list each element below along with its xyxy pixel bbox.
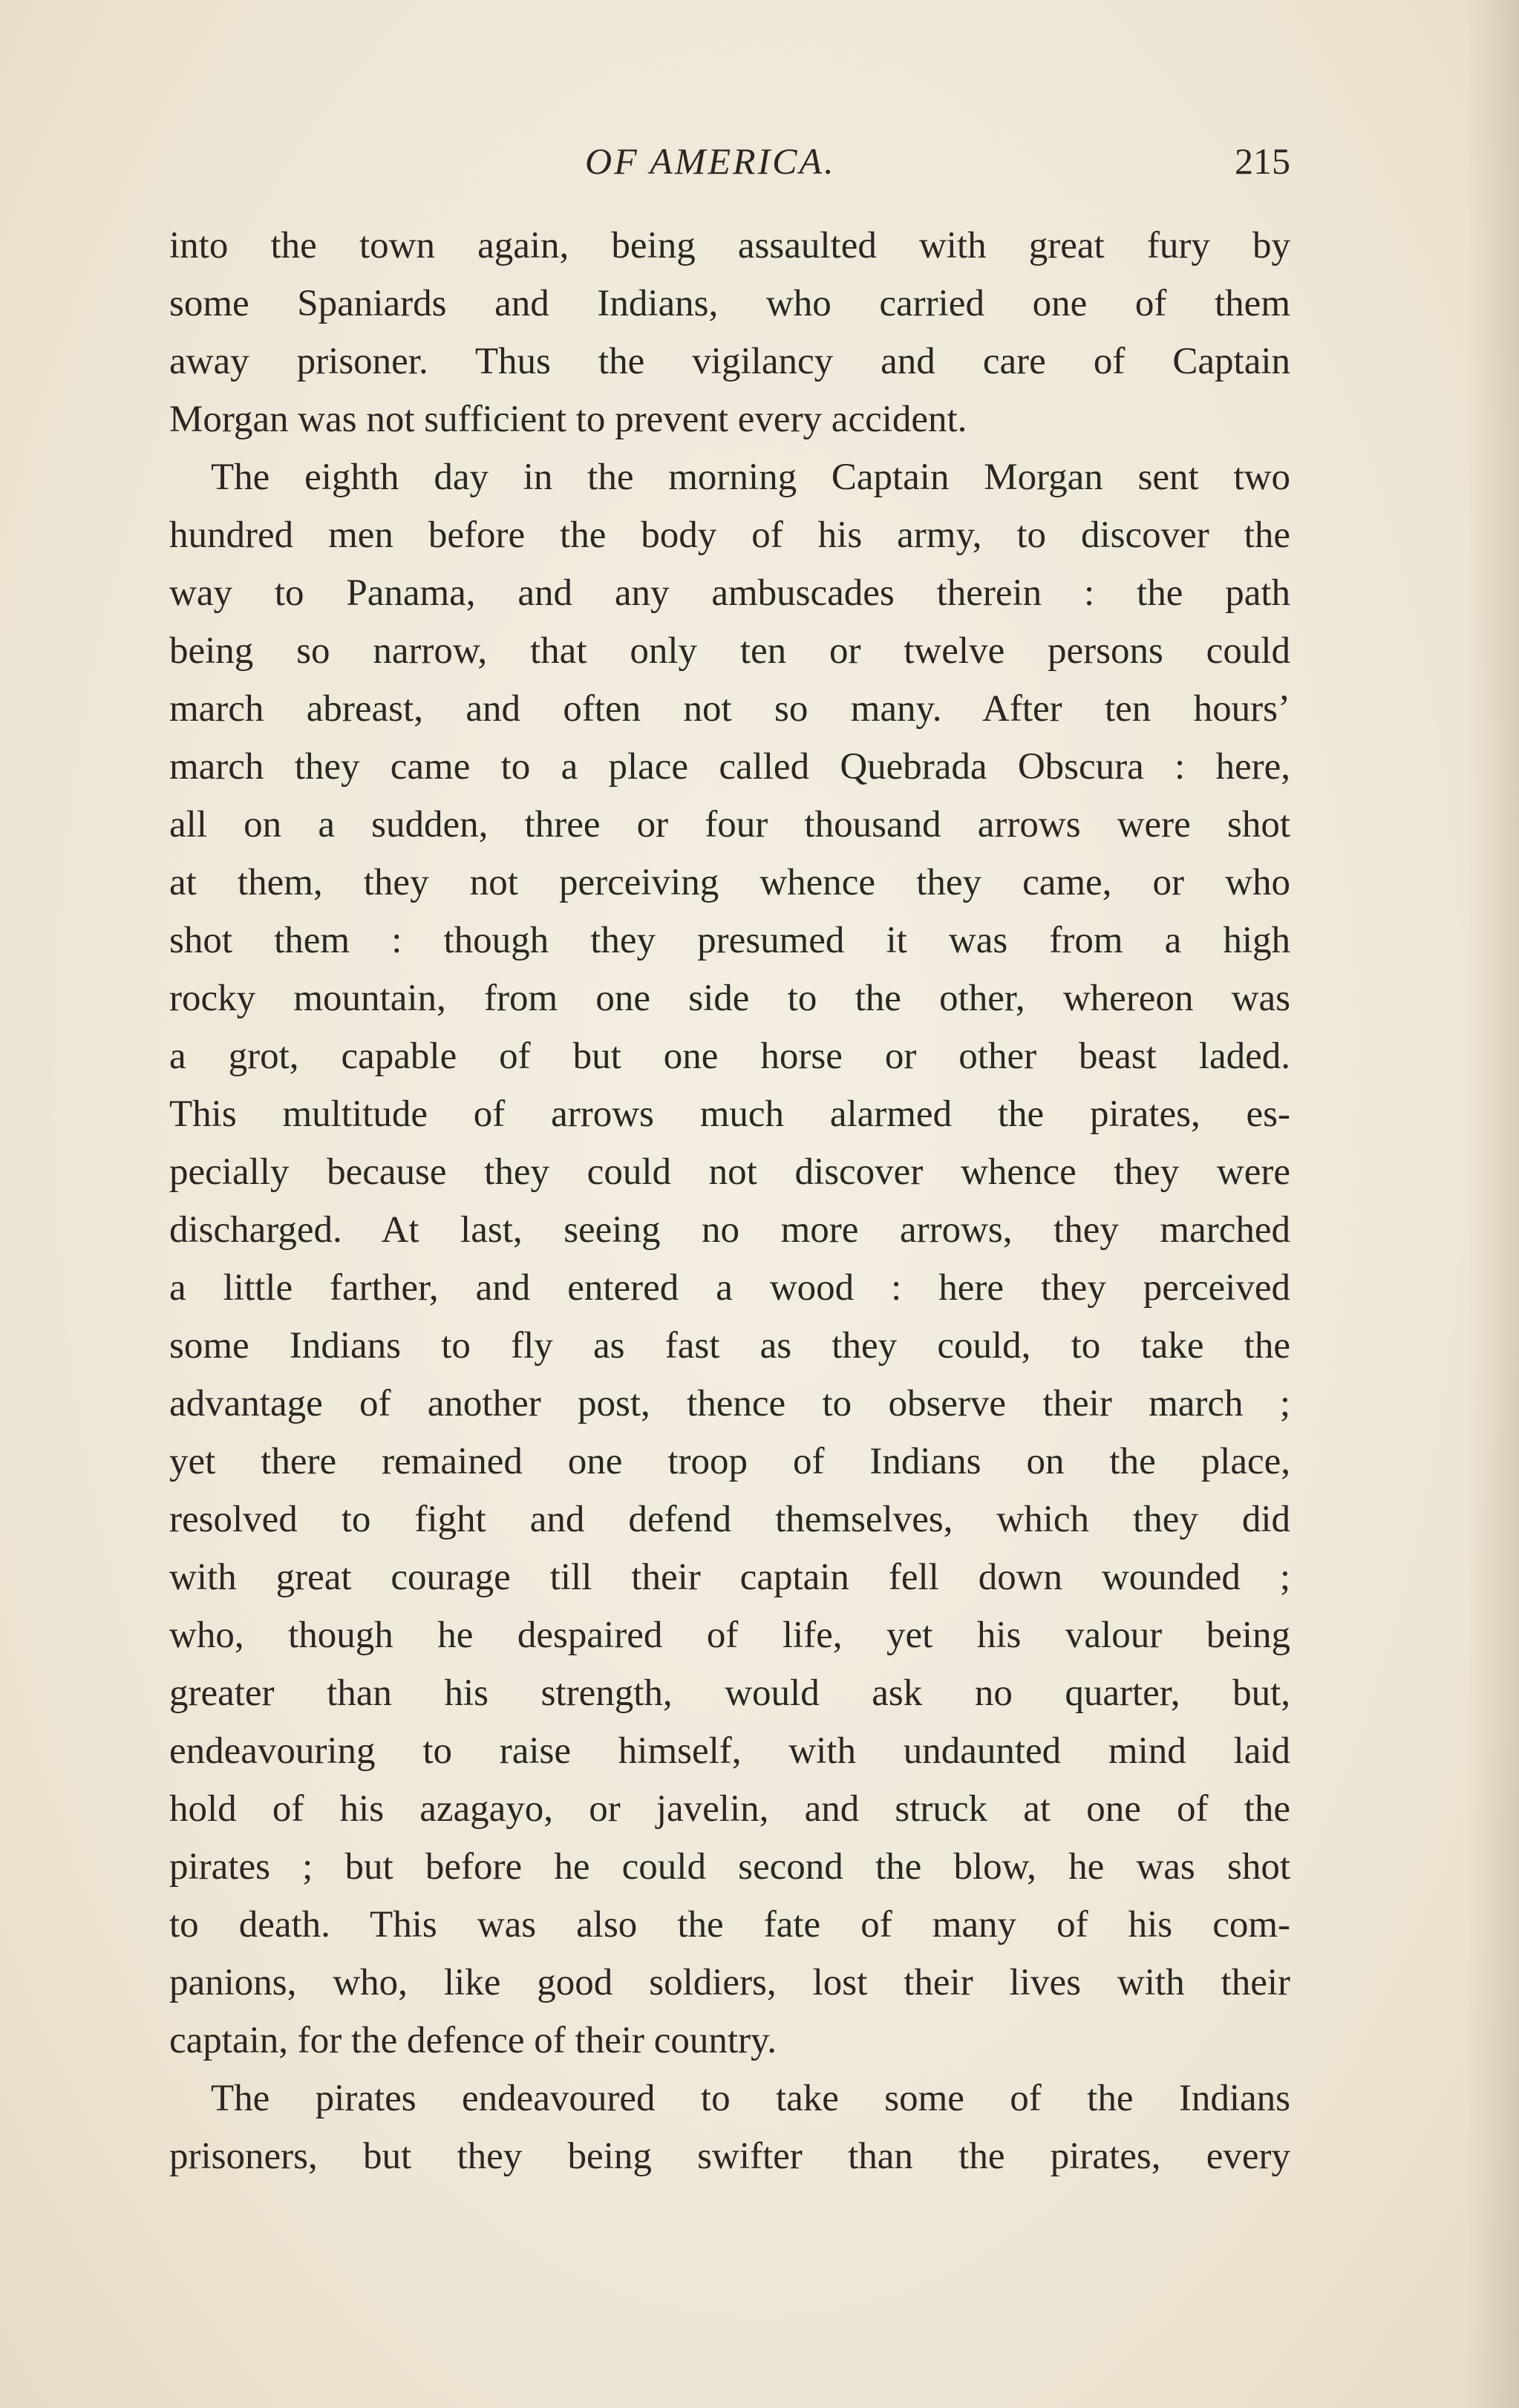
text-line: pirates ; but before he could second the blow, he was shot (169, 1846, 1290, 1888)
text-line: into the town again, being assaulted with great fury by (169, 225, 1290, 266)
text-line: advantage of another post, thence to observe their march ; (169, 1383, 1290, 1424)
text-line: way to Panama, and any ambuscades therein : the path (169, 572, 1290, 614)
text-line: march they came to a place called Quebrada Obscura : here, (169, 746, 1290, 788)
text-line: away prisoner. Thus the vigilancy and care of Captain (169, 341, 1290, 382)
text-line: rocky mountain, from one side to the other, whereon was (169, 978, 1290, 1019)
text-line: prisoners, but they being swifter than the pirates, every (169, 2136, 1290, 2177)
text-line: who, though he despaired of life, yet his valour being (169, 1614, 1290, 1656)
text-line: captain, for the defence of their country. (169, 2020, 777, 2061)
text-line: march abreast, and often not so many. After ten hours’ (169, 688, 1290, 730)
text-line: to death. This was also the fate of many of his com- (169, 1904, 1290, 1946)
text-line: discharged. At last, seeing no more arrows, they marched (169, 1209, 1290, 1251)
text-line: yet there remained one troop of Indians on the place, (169, 1441, 1290, 1482)
text-line: resolved to fight and defend themselves, which they did (169, 1499, 1290, 1540)
text-line: being so narrow, that only ten or twelve persons could (169, 630, 1290, 672)
text-line: Morgan was not sufficient to prevent every accident. (169, 399, 967, 440)
text-line: The pirates endeavoured to take some of the Indians (211, 2078, 1290, 2119)
text-line: with great courage till their captain fell down wounded ; (169, 1557, 1290, 1598)
text-line: some Indians to fly as fast as they could, to take the (169, 1325, 1290, 1367)
page-header (169, 140, 1290, 192)
text-line: The eighth day in the morning Captain Morgan sent two (211, 457, 1290, 498)
text-line: some Spaniards and Indians, who carried one of them (169, 283, 1290, 324)
text-line: a little farther, and entered a wood : here they perceived (169, 1267, 1290, 1309)
text-line: endeavouring to raise himself, with undaunted mind laid (169, 1730, 1290, 1772)
text-line: hold of his azagayo, or javelin, and struck at one of the (169, 1788, 1290, 1830)
text-line: a grot, capable of but one horse or other beast laded. (169, 1035, 1290, 1077)
page-edge-shadow (1467, 0, 1519, 2408)
text-line: panions, who, like good soldiers, lost their lives with their (169, 1962, 1290, 2003)
text-line: shot them : though they presumed it was from a high (169, 920, 1290, 961)
page-number: 215 (1235, 140, 1290, 182)
text-line: This multitude of arrows much alarmed the pirates, es- (169, 1093, 1290, 1135)
text-line: hundred men before the body of his army, to discover the (169, 514, 1290, 556)
text-line: at them, they not perceiving whence they came, or who (169, 862, 1290, 903)
body-text (169, 217, 1290, 2185)
text-line: all on a sudden, three or four thousand arrows were shot (169, 804, 1290, 845)
running-head: OF AMERICA. (585, 140, 836, 182)
text-line: pecially because they could not discover whence they were (169, 1151, 1290, 1193)
text-line: greater than his strength, would ask no quarter, but, (169, 1672, 1290, 1714)
